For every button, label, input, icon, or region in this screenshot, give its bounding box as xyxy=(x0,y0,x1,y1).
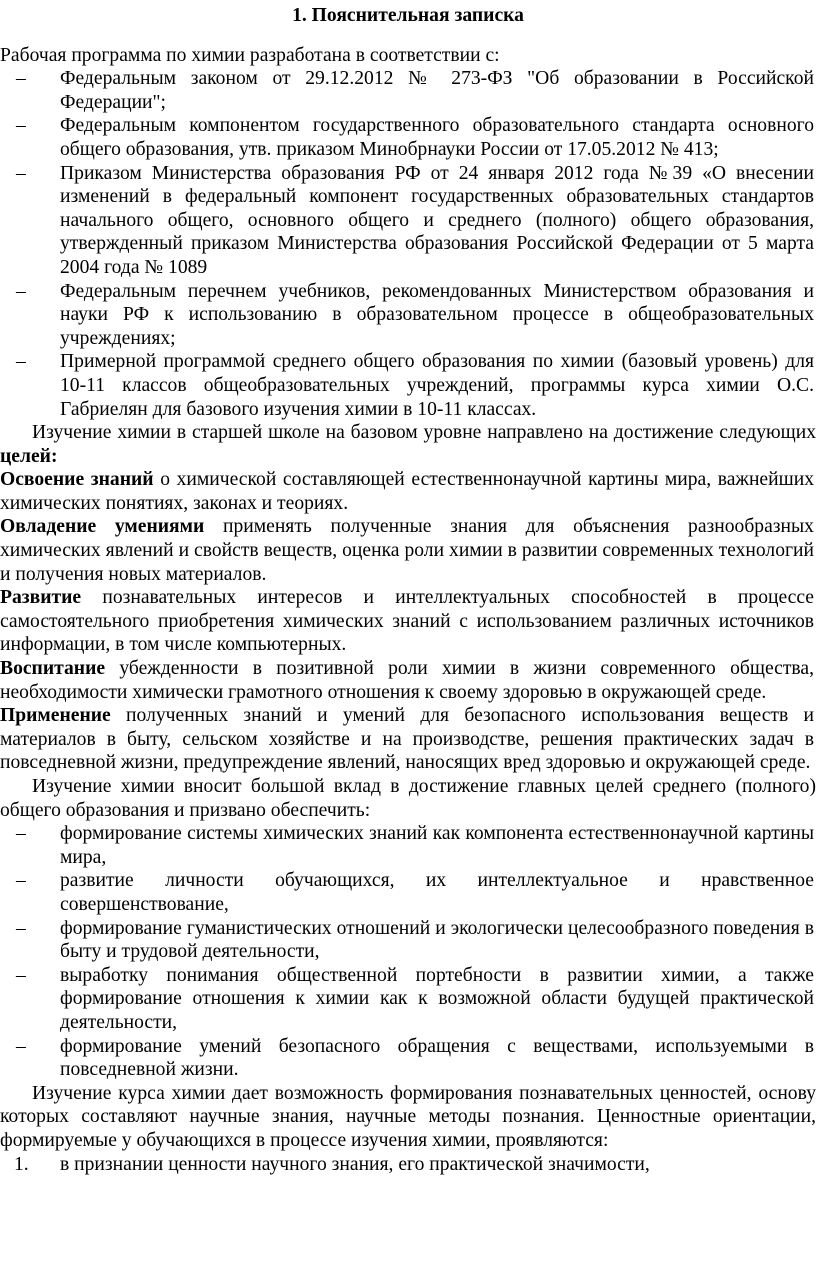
goal-paragraph: Применение полученных знаний и умений для безопасного использования веществ и материалов в быту, сельском хозяйстве и на производстве, решения практических задач в повседневной жизни, предупреждение явлений, наносящих вред здоровью и окружающей среде. xyxy=(0,705,814,774)
list-item: – формирование системы химических знаний как компонента естественнонаучной картины мира, xyxy=(16,823,814,868)
dash-marker: – xyxy=(16,351,26,373)
list-item: – Федеральным перечнем учебников, рекомендованных Министерством образования и науки РФ к использованию в образовательном процессе в общеобразовательных учреждениях; xyxy=(16,280,814,349)
list-item: – Примерной программой среднего общего образования по химии (базовый уровень) для 10-11 классов общеобразовательных учреждений, программы курса химии О.С. Габриелян для базового изучения химии в 10-11 классах. xyxy=(16,351,814,420)
legal-basis-list xyxy=(0,67,816,421)
dash-marker: – xyxy=(16,917,26,939)
list-item: – выработку понимания общественной портебности в развитии химии, а также формирование отношения к химии как к возможной области будущей практической деятельности, xyxy=(16,964,814,1033)
dash-marker: – xyxy=(16,68,26,90)
goal-keyword: Освоение знаний xyxy=(0,469,154,491)
goal-paragraph: Воспитание убежденности в позитивной роли химии в жизни современного общества, необходимости химически грамотного отношения к своему здоровью в окружающей среде. xyxy=(0,658,814,703)
contribution-intro: Изучение химии вносит большой вклад в достижение главных целей среднего (полного) общего образования и призвано обеспечить: xyxy=(0,776,816,821)
goal-paragraph: Овладение умениями применять полученные знания для объяснения разнообразных химических явлений и свойств веществ, оценка роли химии в развитии современных технологий и получения новых материалов. xyxy=(0,516,814,585)
list-item: – Приказом Министерства образования РФ от 24 января 2012 года №39 «О внесении изменений в федеральный компонент государственных образовательных стандартов начального общего, основного общего и среднего (полного) общего образования, утвержденный приказом Министерства образования Российской Федерации от 5 марта 2004 года № 1089 xyxy=(16,162,814,278)
goals-intro: Изучение химии в старшей школе на базовом уровне направлено на достижение следующих целей: xyxy=(0,422,816,467)
list-item: – формирование умений безопасного обращения с веществами, используемыми в повседневной жизни. xyxy=(16,1035,814,1081)
list-item: – Федеральным компонентом государственного образовательного стандарта основного общего образования, утв. приказом Минобрнауки России от 17.05.2012 № 413; xyxy=(16,115,814,160)
values-intro: Изучение курса химии дает возможность формирования познавательных ценностей, основу которых составляют научные знания, научные методы познания. Ценностные ориентации, формируемые у обучающихся в процессе изучения химии, проявляются: xyxy=(0,1082,816,1151)
dash-marker: – xyxy=(16,115,26,137)
dash-marker: – xyxy=(16,870,26,892)
goal-paragraph: Освоение знаний о химической составляющей естественнонаучной картины мира, важнейших химических понятиях, законах и теориях. xyxy=(0,469,814,514)
list-item: – формирование гуманистических отношений и экологически целесообразного поведения в быту и трудовой деятельности, xyxy=(16,917,814,963)
list-item: – развитие личности обучающихся, их интеллектуальное и нравственное совершенствование, xyxy=(16,870,814,915)
dash-marker: – xyxy=(16,1035,26,1057)
dash-marker: – xyxy=(16,162,26,184)
goal-paragraph: Развитие познавательных интересов и интеллектуальных способностей в процессе самостоятельного приобретения химических знаний с использованием различных источников информации, в том числе компьютерных. xyxy=(0,587,814,656)
list-number: 1. xyxy=(14,1153,29,1175)
list-item: 1. в признании ценности научного знания, его практической значимости, xyxy=(14,1153,650,1175)
goal-keyword: Применение xyxy=(0,705,111,727)
dash-marker: – xyxy=(16,823,26,845)
contribution-list xyxy=(0,822,816,1082)
dash-marker: – xyxy=(16,280,26,302)
values-list xyxy=(0,1153,816,1177)
list-item: – Федеральным законом от 29.12.2012 № 273-ФЗ "Об образовании в Российской Федерации"; xyxy=(16,68,814,113)
intro-text: Рабочая программа по химии разработана в соответствии с: xyxy=(0,44,500,66)
goal-keyword: Воспитание xyxy=(0,658,106,680)
section-heading: 1. Пояснительная записка xyxy=(292,5,524,26)
dash-marker: – xyxy=(16,964,26,986)
goal-keyword: Овладение умениями xyxy=(0,516,205,538)
goal-keyword: Развитие xyxy=(0,587,82,609)
